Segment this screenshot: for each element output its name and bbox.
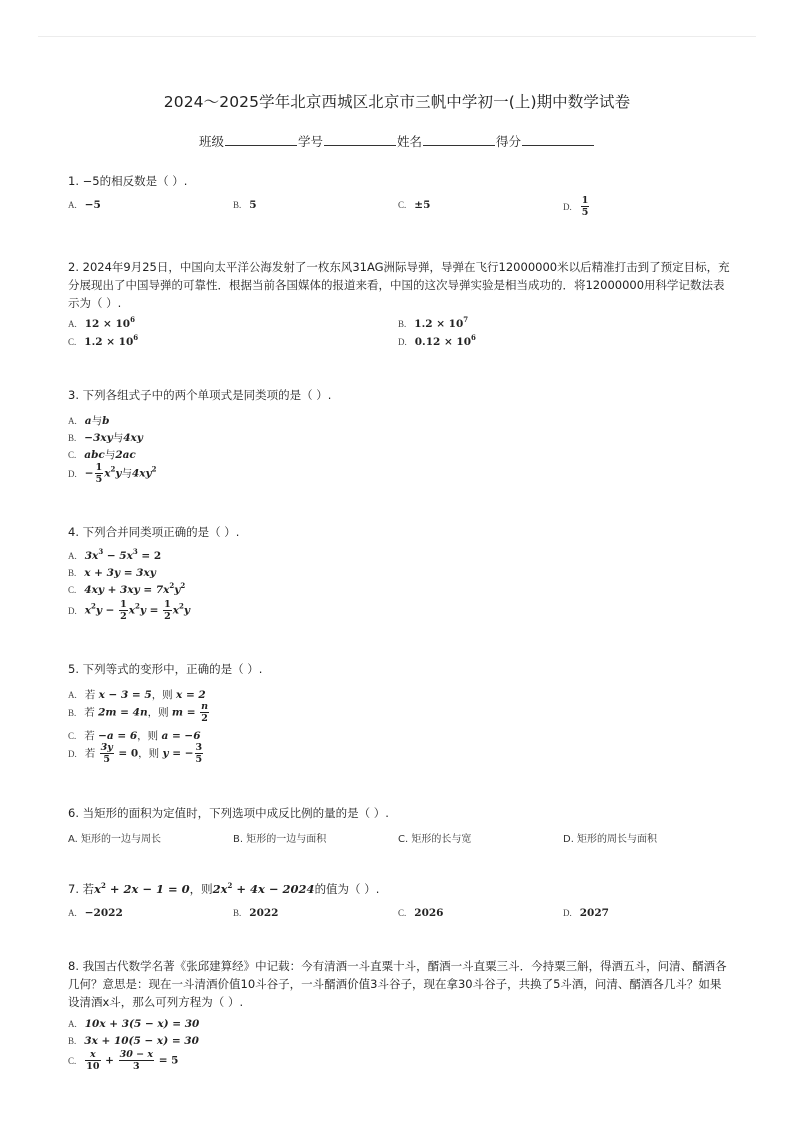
numerator: 1	[120, 599, 127, 610]
term: − 5x	[103, 550, 133, 562]
fraction	[100, 742, 114, 765]
score-blank[interactable]	[522, 134, 594, 146]
exponent: 2	[110, 464, 116, 474]
denominator: 3	[133, 1061, 140, 1072]
question-8-stem: 8. 我国古代数学名著《张邱建算经》中记载：今有清酒一斗直粟十斗，醑酒一斗直粟三斗．今持粟三斛，得酒五斗，问清、醑酒各几何？意思是：现在一斗清酒价值10斗谷子，一斗醑酒价值3斗谷子，现在拿30斗谷子，共换了5斗酒，问清、醑酒各几斗？如果设清酒x斗，那么可列方程为（ ）.	[68, 959, 727, 1009]
variable: x	[172, 604, 179, 617]
option-value: −2022	[84, 907, 123, 919]
fraction	[119, 1049, 154, 1072]
exponent: 6	[471, 333, 476, 342]
fraction	[119, 599, 128, 622]
option-label: D.	[563, 201, 572, 212]
question-2	[68, 258, 730, 312]
class-field	[199, 132, 298, 150]
term: 3x	[84, 550, 99, 562]
number-field	[298, 132, 397, 150]
term: y −	[95, 604, 119, 617]
option-label: C.	[68, 585, 77, 595]
stem-text: 7. 若	[68, 882, 95, 896]
variable: y	[174, 584, 181, 596]
exponent: 2	[180, 581, 186, 590]
q7-option-a[interactable]	[68, 907, 123, 919]
exponent: 3	[132, 547, 138, 556]
exponent: 6	[133, 333, 139, 342]
fraction	[163, 599, 172, 622]
fraction	[95, 462, 104, 485]
fraction	[195, 742, 204, 765]
page-top-rule	[38, 36, 756, 37]
variable: x	[128, 604, 135, 617]
option-label: C.	[398, 908, 407, 918]
question-2-stem: 2. 2024年9月25日，中国向太平洋公海发射了一枚东风31AG洲际导弹，导弹在飞行12000000米以后精准打击到了预定目标，充分展现出了中国导弹的可靠性．根据当前各国媒体的报道来看，中国的这次导弹实验是相当成功的．将12000000用科学记数法表示为（ ）.	[68, 260, 730, 310]
option-value: ±5	[414, 199, 431, 211]
connector: 与	[104, 449, 116, 461]
denominator: 2	[201, 713, 208, 724]
option-label: A.	[68, 200, 77, 210]
then-word: ，则	[138, 747, 160, 760]
option-label: C.	[68, 450, 77, 460]
name-field	[397, 132, 496, 150]
q3-option-b[interactable]	[68, 430, 143, 445]
option-label: D.	[398, 337, 407, 347]
term: 4xy	[131, 467, 152, 480]
denominator: 5	[103, 754, 110, 765]
numerator: 3	[195, 742, 203, 753]
question-3	[68, 386, 730, 404]
equation: 2m = 4n	[98, 706, 148, 719]
q1-option-c[interactable]	[398, 199, 430, 211]
option-label: B.	[398, 319, 407, 329]
exponent: 3	[98, 547, 104, 556]
variable: x	[94, 882, 101, 896]
denominator: 5	[581, 207, 589, 218]
exponent: 2	[227, 881, 233, 890]
number-blank[interactable]	[324, 134, 396, 146]
question-3-stem: 3. 下列各组式子中的两个单项式是同类项的是（ ）.	[68, 388, 332, 402]
q4-option-b[interactable]	[68, 567, 156, 579]
q5-option-c[interactable]	[68, 728, 201, 743]
equation: −a = 6	[98, 730, 138, 742]
then-word: ，则	[147, 706, 169, 719]
q5-option-d[interactable]	[68, 742, 204, 765]
exponent: 7	[463, 315, 469, 324]
equation: 10x + 3(5 − x) = 30	[84, 1018, 200, 1030]
q5-option-a[interactable]	[68, 687, 206, 702]
option-label: B.	[68, 1036, 77, 1046]
number-label: 学号	[297, 134, 323, 149]
option-value: 2022	[249, 907, 279, 919]
denominator: 2	[120, 611, 127, 622]
option-label: A.	[68, 551, 77, 561]
equation: = 0	[114, 747, 139, 760]
option-label: D.	[68, 605, 77, 616]
question-8	[68, 957, 730, 1011]
option-value: 5	[249, 199, 257, 211]
q4-option-a[interactable]	[68, 547, 162, 562]
option-label: B.	[68, 707, 77, 718]
if-word: 若	[84, 689, 96, 701]
numerator: x	[85, 1049, 100, 1061]
q5-option-b[interactable]	[68, 701, 210, 724]
question-5	[68, 660, 730, 678]
option-label: C.	[68, 731, 77, 741]
q4-option-c[interactable]	[68, 581, 186, 596]
score-field	[496, 132, 595, 150]
stem-text: 的值为（ ）.	[314, 882, 380, 896]
q8-option-b[interactable]	[68, 1035, 199, 1047]
exponent: 2	[169, 581, 175, 590]
exponent: 2	[101, 881, 106, 890]
numerator: 30 − x	[119, 1049, 154, 1060]
fraction	[581, 195, 590, 218]
fraction	[85, 1049, 100, 1072]
option-label: C.	[68, 337, 77, 347]
connector: 与	[121, 467, 132, 480]
option-value: 0.12 × 10	[414, 336, 472, 348]
exponent: 2	[178, 601, 184, 611]
variable: x	[104, 467, 111, 480]
equation: + 2x − 1 = 0	[105, 882, 190, 896]
q6-option-a[interactable]: A. 矩形的一边与周长	[68, 834, 162, 845]
connector: 与	[91, 415, 103, 427]
if-word: 若	[84, 747, 96, 760]
q8-option-c[interactable]	[68, 1049, 179, 1072]
exponent: 2	[151, 464, 157, 474]
class-blank[interactable]	[225, 134, 297, 146]
equation: x = 2	[176, 689, 206, 701]
if-word: 若	[84, 706, 95, 719]
equation: a = −6	[161, 730, 201, 742]
option-value: 1.2 × 10	[84, 336, 134, 348]
option-label: B.	[233, 200, 242, 210]
numerator: n	[201, 701, 209, 712]
then-word: ，则	[151, 689, 173, 701]
option-value: 2026	[414, 907, 444, 919]
term: b	[102, 415, 110, 427]
variable: x	[84, 604, 92, 617]
q2-option-a[interactable]	[68, 315, 135, 330]
q8-option-a[interactable]	[68, 1018, 199, 1030]
q1-option-b[interactable]	[233, 199, 257, 211]
term: 2x	[212, 882, 228, 896]
then-word: ，则	[137, 730, 159, 742]
term: abc	[84, 449, 105, 461]
option-label: D.	[563, 908, 572, 918]
class-label: 班级	[198, 134, 224, 149]
term: a	[84, 415, 92, 427]
plus-sign: +	[101, 1054, 118, 1067]
equation: x − 3 = 5	[98, 689, 152, 701]
term: 2ac	[115, 449, 136, 461]
denominator: 5	[95, 474, 103, 485]
q7-option-c[interactable]	[398, 907, 444, 919]
minus-sign: −	[84, 467, 94, 480]
q1-option-a[interactable]	[68, 199, 101, 211]
equals-result: = 5	[155, 1054, 179, 1067]
question-1	[68, 172, 730, 190]
option-label: A.	[68, 1019, 77, 1029]
fraction	[200, 701, 209, 724]
option-label: C.	[68, 1055, 77, 1066]
term: 4xy	[123, 432, 143, 444]
term: −3xy	[84, 432, 113, 444]
question-6	[68, 804, 730, 822]
denominator: 2	[164, 611, 171, 622]
option-value: 12 × 10	[84, 318, 131, 330]
option-label: D.	[68, 748, 77, 759]
option-label: A.	[68, 416, 77, 426]
q2-option-d[interactable]	[398, 333, 476, 348]
q7-option-d[interactable]	[563, 907, 609, 919]
exponent: 6	[130, 315, 135, 324]
variable: y	[183, 604, 190, 617]
equation: x + 3y = 3xy	[84, 567, 156, 579]
option-label: B.	[68, 568, 77, 578]
student-info-row	[0, 132, 794, 150]
denominator: 5	[195, 754, 203, 765]
name-label: 姓名	[397, 134, 423, 149]
option-label: A.	[68, 908, 77, 918]
q2-option-c[interactable]	[68, 333, 139, 348]
if-word: 若	[84, 730, 95, 742]
numerator: 1	[95, 462, 103, 473]
question-4-stem: 4. 下列合并同类项正确的是（ ）.	[68, 525, 240, 539]
q1-option-d[interactable]	[563, 195, 590, 218]
q3-option-a[interactable]	[68, 413, 109, 428]
option-value: 1.2 × 10	[414, 318, 464, 330]
option-label: C.	[398, 200, 407, 210]
equation: m =	[171, 706, 200, 719]
q2-option-b[interactable]	[398, 315, 469, 330]
expression: + 4x − 2024	[232, 882, 315, 896]
option-label: B.	[233, 908, 242, 918]
equation: 4xy + 3xy = 7x	[84, 584, 170, 596]
term: y =	[139, 604, 163, 617]
q3-option-d[interactable]	[68, 462, 156, 485]
question-4	[68, 523, 730, 541]
question-7	[68, 880, 730, 898]
q6-option-b[interactable]: B. 矩形的一边与面积	[233, 834, 327, 845]
numerator: 1	[581, 195, 589, 206]
q4-option-d[interactable]	[68, 599, 190, 622]
variable: y	[115, 467, 122, 480]
q3-option-c[interactable]	[68, 447, 136, 462]
connector: 与	[112, 432, 124, 444]
exam-title: 2024～2025学年北京西城区北京市三帆中学初一(上)期中数学试卷	[163, 93, 631, 111]
option-label: A.	[68, 690, 77, 700]
option-label: A.	[68, 319, 77, 329]
option-label: B.	[68, 433, 77, 443]
equation: y = −	[162, 747, 194, 760]
question-6-stem: 6. 当矩形的面积为定值时，下列选项中成反比例的量的是（ ）.	[68, 806, 389, 820]
question-7-stem	[68, 880, 730, 898]
question-5-stem: 5. 下列等式的变形中，正确的是（ ）.	[68, 662, 263, 676]
equation: 3x + 10(5 − x) = 30	[84, 1035, 199, 1047]
numerator: 3y	[100, 742, 113, 753]
option-value: 2027	[579, 907, 609, 919]
option-label: D.	[68, 468, 77, 479]
option-value: −5	[84, 199, 101, 211]
exponent: 2	[91, 601, 96, 611]
q6-option-c[interactable]: C. 矩形的长与宽	[398, 834, 472, 845]
question-1-stem: 1. −5的相反数是（ ）.	[68, 174, 188, 188]
q6-option-d[interactable]: D. 矩形的周长与面积	[563, 834, 658, 845]
q7-option-b[interactable]	[233, 907, 279, 919]
numerator: 1	[164, 599, 171, 610]
score-label: 得分	[496, 134, 522, 149]
exponent: 2	[135, 601, 140, 611]
denominator: 10	[86, 1061, 100, 1072]
result: = 2	[137, 550, 162, 562]
stem-text: ，则	[189, 882, 213, 896]
name-blank[interactable]	[423, 134, 495, 146]
